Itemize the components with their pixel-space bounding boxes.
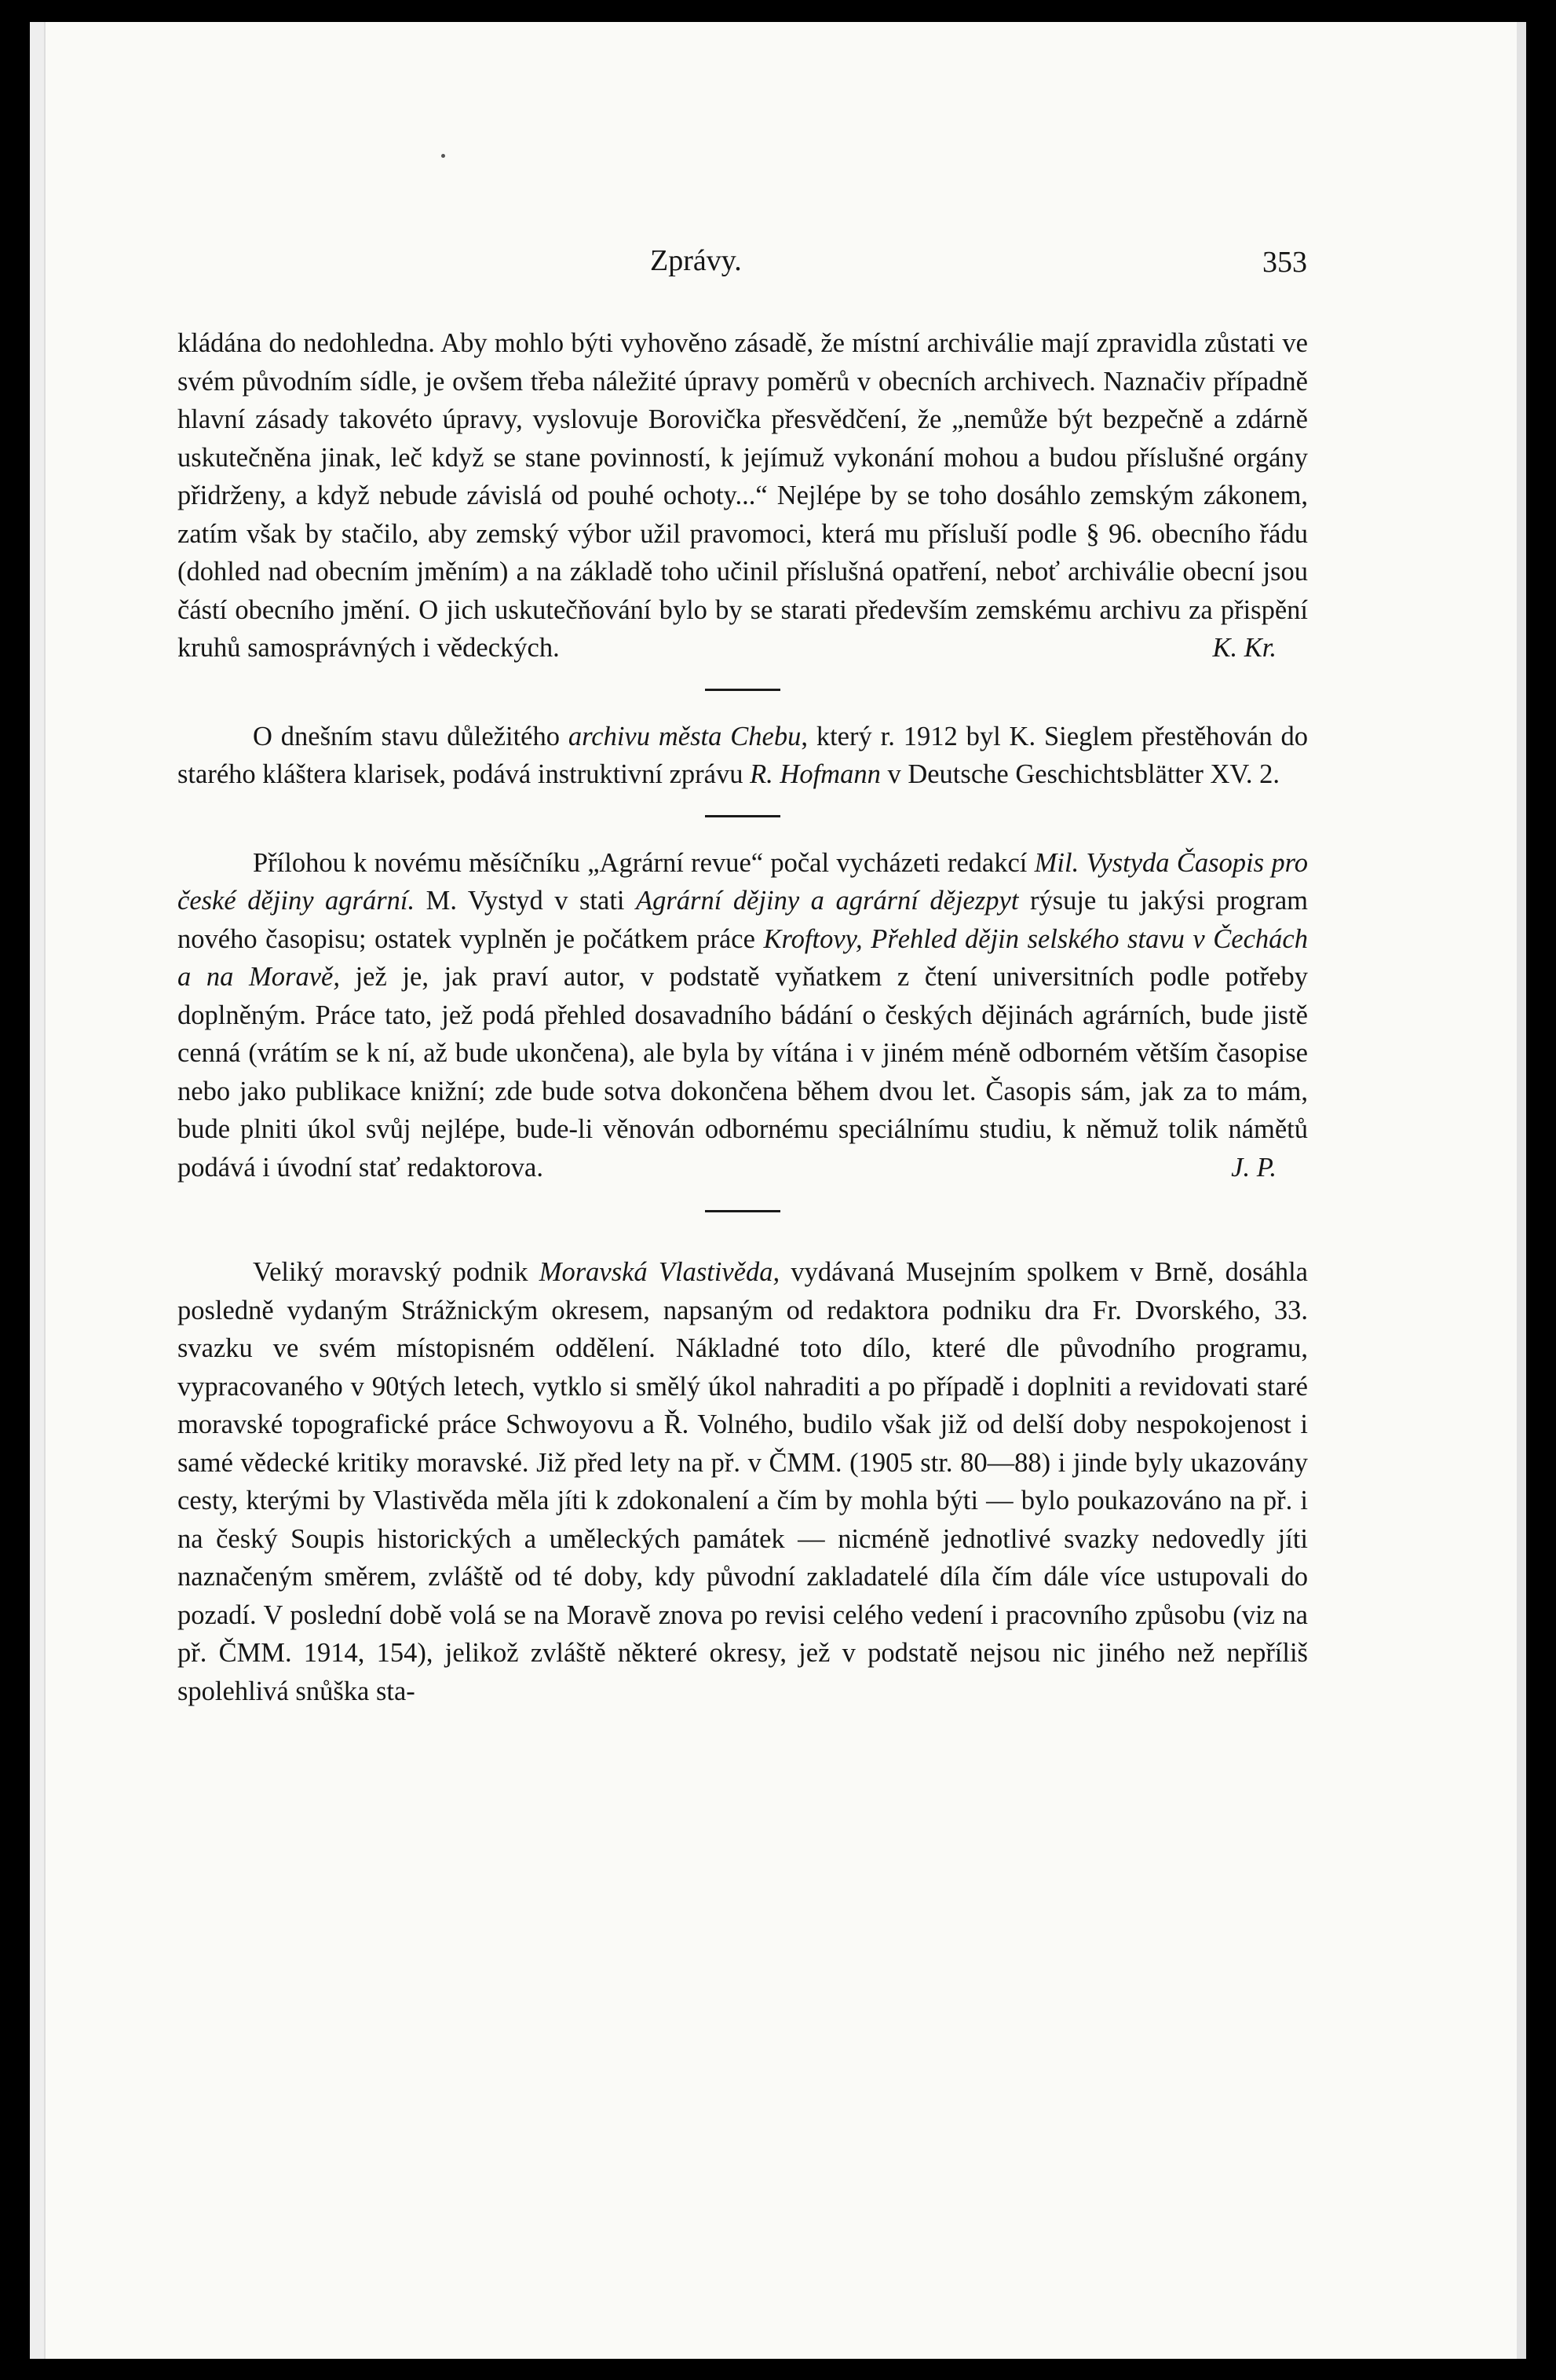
body-text — [177, 324, 1308, 1710]
signature: K. Kr. — [1212, 633, 1277, 663]
paragraph-archives — [177, 324, 1308, 667]
text-run: v Deutsche Geschichtsblätter XV. 2. — [880, 759, 1280, 789]
signature: J. P. — [1231, 1152, 1277, 1183]
italic-title: archivu města Chebu — [568, 721, 802, 751]
italic-title: Kroftovy, Přehled dějin selského stavu v Čechách a na Moravě, — [177, 923, 1308, 992]
paragraph-text: kládána do nedohledna. Aby mohlo býti vyhověno zásadě, že místní archiválie mají zpravidla zůstati ve svém původním sídle, je ovšem třeba náležité úpravy poměrů v obecních archivech. Naznačiv případně hlavní zásady takovéto úpravy, vyslovuje Borovička přesvědčení, že „nemůže být bezpečně a zdárně uskutečněna jinak, leč když se stane povinností, k jejímuž vykonání mohou a budou příslušné orgány přidrženy, a když nebude závislá od pouhé ochoty...“ Nejlépe by se toho dosáhlo zemským zákonem, zatím však by stačilo, aby zemský výbor užil pravomoci, která mu přísluší podle § 96. obecního řádu (dohled nad obecním jměním) a na základě toho učinil příslušná opatření, neboť archiválie obecní jsou částí obecního jmění. O jich uskutečňování bylo by se starati především zemskému archivu za přispění kruhů samosprávných i vědeckých. — [177, 328, 1308, 663]
text-run: vydávaná Musejním spolkem v Brně, dosáhla posledně vydaným Strážnickým okresem, napsaným od redaktora podniku dra Fr. Dvorského, 33. svazku ve svém místopisném oddělení. Nákladné toto dílo, které dle původního programu, vypracovaného v 90tých letech, vytklo si smělý úkol nahraditi a po případě i doplniti a revidovati staré moravské topografické práce Schwoyovu a Ř. Volného, budilo však již od delší doby nespokojenost i samé vědecké kritiky moravské. Již před lety na př. v ČMM. (1905 str. 80—88) i jinde byly ukazovány cesty, kterými by Vlastivěda měla jíti k zdokonalení a čím by mohla býti — bylo poukazováno na př. i na český Soupis historických a uměleckých památek — nicméně jednotlivé svazky nedovedly jíti naznačeným směrem, zvláště od té doby, kdy původní zakladatelé díla čím dále více ustupovali do pozadí. V poslední době volá se na Moravě znova po revisi celého vedení i pracovního způsobu (viz na př. ČMM. 1914, 154), jelikož zvláště některé okresy, jež v podstatě nejsou nic jiného než nepříliš spolehlivá snůška sta- — [177, 1257, 1308, 1706]
italic-title: Mil. Vystyda Časopis pro české dějiny agrární. — [177, 847, 1308, 916]
section-rule — [705, 1210, 780, 1212]
section-rule — [705, 815, 780, 817]
running-title: Zprávy. — [650, 244, 742, 277]
section-rule — [705, 689, 780, 691]
text-run: rýsuje tu jakýsi program nového časopisu; ostatek vyplněn je počátkem práce — [177, 886, 1309, 954]
text-run: Přílohou k novému měsíčníku „Agrární revue“ počal vycházeti redakcí — [253, 847, 1035, 878]
page-number: 353 — [1262, 246, 1307, 279]
paragraph-agrarni — [177, 844, 1308, 1187]
italic-title: Agrární dějiny a agrární dějezpyt — [636, 886, 1019, 916]
page-right-edge — [1517, 22, 1526, 2359]
italic-title: Moravská Vlastivěda, — [539, 1257, 780, 1287]
italic-author: R. Hofmann — [750, 759, 881, 789]
page-header — [30, 243, 1526, 291]
text-run: M. Vystyd v stati — [415, 886, 637, 916]
page-left-edge — [30, 22, 46, 2359]
text-run: jež je, jak praví autor, v podstatě vyňatkem z čtení universitních podle potřeby doplněným. Práce tato, jež podá přehled dosavadního bádání o českých dějinách agrárních, bude jistě cenná (vrátím se k ní, až bude ukončena), ale byla by vítána i v jiném méně odborném větším časopise nebo jako publikace knižní; zde bude sotva dokončena během dvou let. Časopis sám, jak za to mám, bude plniti úkol svůj nejlépe, bude-li věnován odbornému speciálnímu studiu, k němuž tolik námětů podává i úvodní stať redaktorova. — [177, 962, 1308, 1183]
text-run: Veliký moravský podnik — [253, 1257, 539, 1287]
book-page — [30, 22, 1526, 2359]
text-run: , který r. 1912 byl K. Sieglem přestěhován do starého kláštera klarisek, podává instruktivní zprávu — [177, 721, 1309, 789]
paragraph-vlastiveda — [177, 1253, 1308, 1710]
paragraph-cheb — [177, 718, 1308, 794]
print-speck — [441, 154, 445, 158]
text-run: O dnešním stavu důležitého — [253, 721, 568, 751]
